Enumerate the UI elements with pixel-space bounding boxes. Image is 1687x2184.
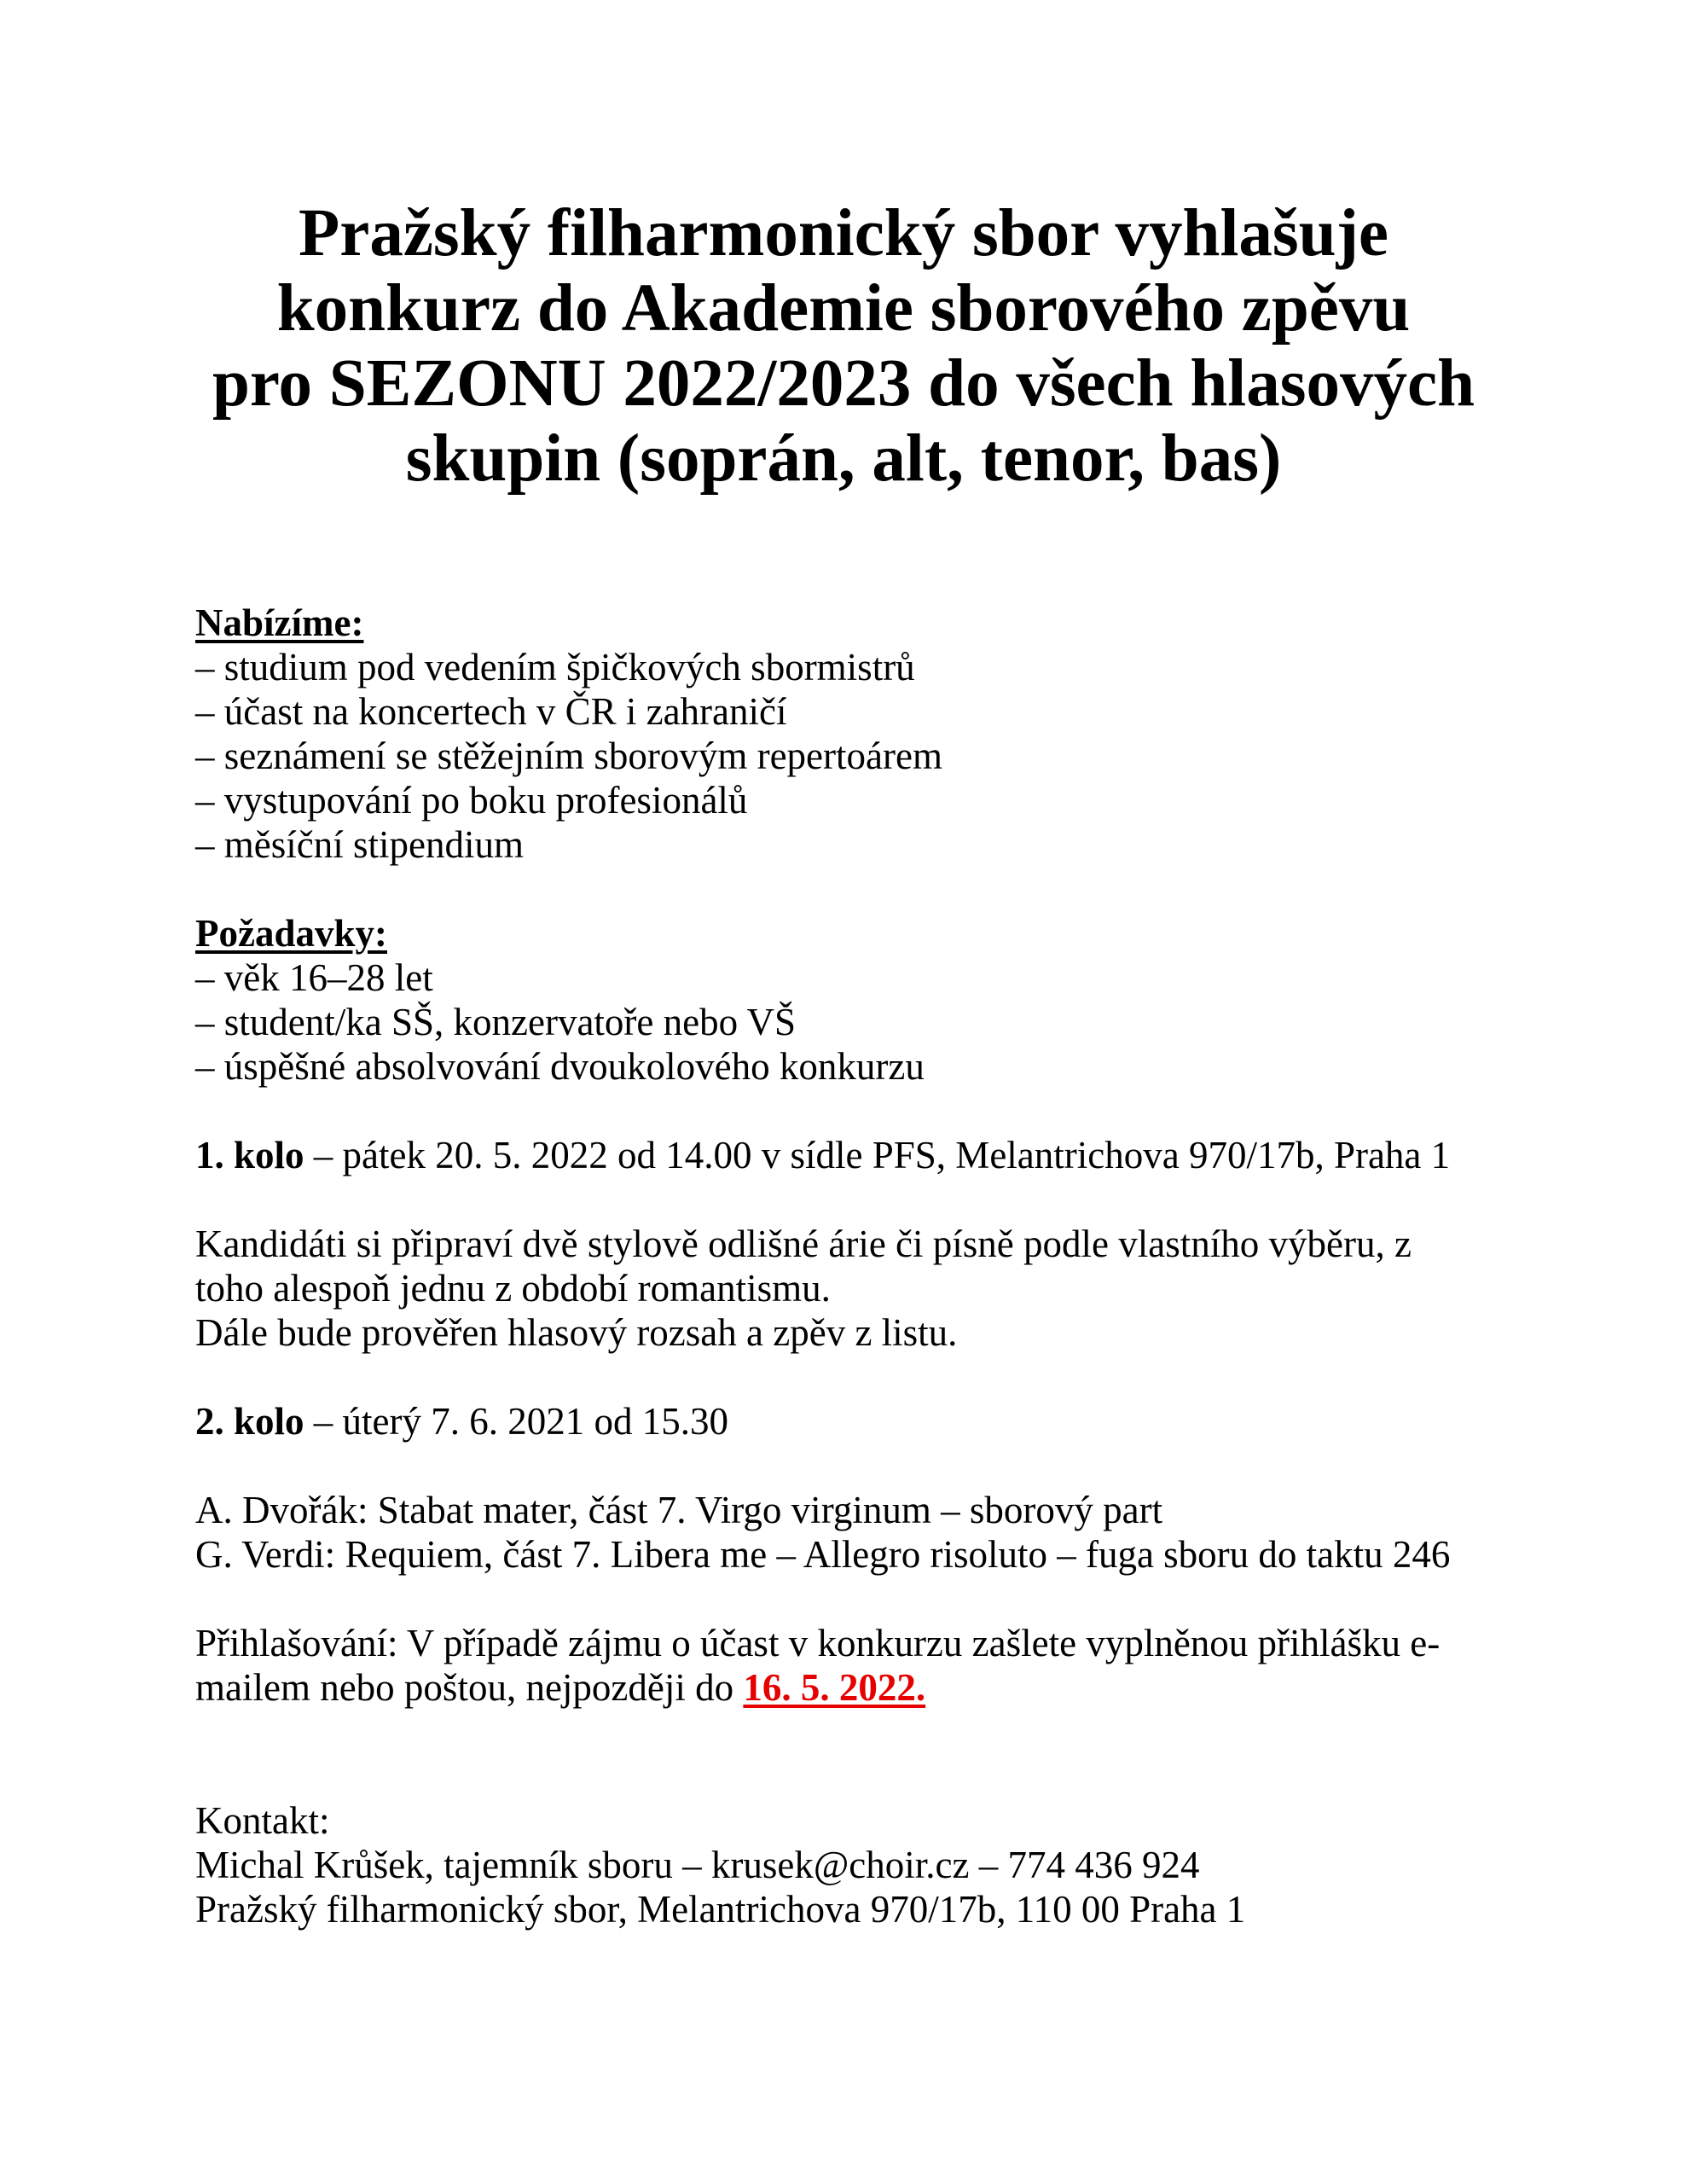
registration-deadline: 16. 5. 2022.: [743, 1666, 926, 1709]
round1-schedule: [195, 1133, 1560, 1177]
round2-text: – úterý 7. 6. 2021 od 15.30: [304, 1400, 728, 1443]
round2-piece: A. Dvořák: Stabat mater, část 7. Virgo virginum – sborový part: [195, 1489, 1163, 1531]
round2-label: 2. kolo: [195, 1400, 304, 1443]
offer-heading: Nabízíme:: [195, 601, 364, 644]
document-body: [195, 601, 1560, 1931]
contact-section: [195, 1798, 1560, 1931]
announcement-title: [0, 196, 1687, 497]
round1-section: [195, 1133, 1560, 1355]
contact-heading: Kontakt:: [195, 1799, 330, 1842]
spacer: [195, 867, 1560, 911]
round1-text: – pátek 20. 5. 2022 od 14.00 v sídle PFS, Melantrichova 970/17b, Praha 1: [304, 1134, 1451, 1176]
spacer: [195, 1754, 1560, 1798]
registration-prefix: mailem nebo poštou, nejpozději do: [195, 1666, 744, 1709]
offer-item: – vystupování po boku profesionálů: [195, 779, 748, 822]
title-line: konkurz do Akademie sborového zpěvu: [276, 271, 1411, 346]
spacer: [195, 1089, 1560, 1133]
requirements-section: [195, 911, 1560, 1089]
title-line: skupin (soprán, alt, tenor, bas): [405, 421, 1282, 496]
round2-piece: G. Verdi: Requiem, část 7. Libera me – Allegro risoluto – fuga sboru do taktu 246: [195, 1533, 1451, 1576]
offer-section: [195, 601, 1560, 867]
round1-detail: Dále bude prověřen hlasový rozsah a zpěv z listu.: [195, 1311, 958, 1354]
offer-item: – měsíční stipendium: [195, 823, 524, 866]
round1-label: 1. kolo: [195, 1134, 304, 1176]
contact-address: Pražský filharmonický sbor, Melantrichova 970/17b, 110 00 Praha 1: [195, 1888, 1246, 1931]
requirement-item: – student/ka SŠ, konzervatoře nebo VŠ: [195, 1001, 797, 1043]
requirement-item: – věk 16–28 let: [195, 956, 433, 999]
registration-section: [195, 1621, 1560, 1710]
offer-item: – seznámení se stěžejním sborovým repertoárem: [195, 735, 942, 777]
registration-text-continued: [195, 1665, 1560, 1710]
contact-person: Michal Krůšek, tajemník sboru – krusek@choir.cz – 774 436 924: [195, 1844, 1200, 1886]
registration-text: Přihlašování: V případě zájmu o účast v konkurzu zašlete vyplněnou přihlášku e-: [195, 1622, 1441, 1664]
title-line: Pražský filharmonický sbor vyhlašuje: [299, 196, 1388, 270]
offer-item: – účast na koncertech v ČR i zahraničí: [195, 690, 787, 733]
round2-section: [195, 1399, 1560, 1577]
requirements-heading: Požadavky:: [195, 912, 387, 955]
spacer: [195, 1577, 1560, 1621]
title-line: pro SEZONU 2022/2023 do všech hlasových: [212, 346, 1475, 421]
spacer: [195, 1177, 1560, 1222]
requirement-item: – úspěšné absolvování dvoukolového konkurzu: [195, 1045, 925, 1088]
round2-schedule: [195, 1399, 1560, 1443]
round1-detail: Kandidáti si připraví dvě stylově odlišné árie či písně podle vlastního výběru, z: [195, 1223, 1412, 1265]
round1-detail: toho alespoň jednu z období romantismu.: [195, 1267, 831, 1310]
offer-item: – studium pod vedením špičkových sbormistrů: [195, 646, 915, 688]
spacer: [195, 1710, 1560, 1754]
spacer: [195, 1443, 1560, 1488]
spacer: [195, 1355, 1560, 1399]
